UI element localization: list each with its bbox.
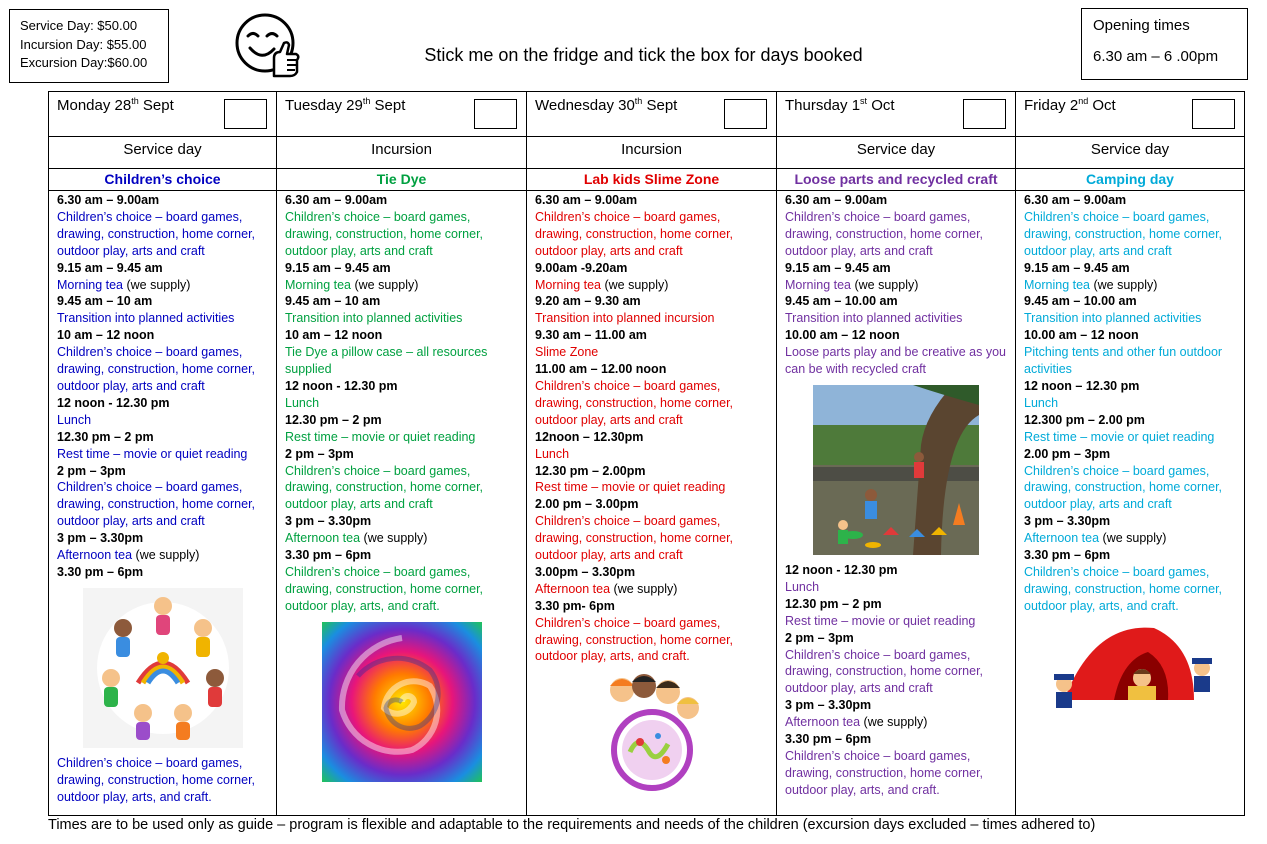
program-wednesday <box>527 191 777 816</box>
activity-text <box>1024 530 1236 547</box>
activity-label: Children’s choice – board games, drawing, construction, home corner, outdoor play, arts and craft <box>285 209 484 258</box>
activity-label: Children’s choice – board games, drawing, construction, home corner, outdoor play, arts and craft <box>535 514 734 563</box>
activity-label: Children’s choice – board games, drawing, construction, home corner, outdoor play, arts and craft <box>1024 463 1223 512</box>
activity-text <box>1024 277 1236 294</box>
time-slot: 9.45 am – 10 am <box>285 294 381 309</box>
activity-text <box>285 429 518 446</box>
activity-label: Transition into planned activities <box>285 311 463 326</box>
activity-text <box>285 344 518 378</box>
smiley-thumbs-up-icon <box>234 12 300 78</box>
activity-note: (we supply) <box>360 531 428 546</box>
day-type-row <box>49 137 1245 169</box>
page-headline: Stick me on the fridge and tick the box for days booked <box>424 45 863 65</box>
day-type-tuesday: Incursion <box>277 137 527 169</box>
activity-label: Children’s choice – board games, drawing, construction, home corner, outdoor play, arts, and craft. <box>285 564 484 613</box>
time-slot: 3.30 pm – 6pm <box>1024 548 1111 563</box>
program-friday <box>1016 191 1245 816</box>
activity-text <box>535 344 768 361</box>
price-list <box>9 9 169 83</box>
time-slot: 9.45 am – 10 am <box>57 294 153 309</box>
day-name: Monday 28 <box>57 97 132 114</box>
day-name: Friday 2 <box>1024 97 1079 114</box>
activity-label: Children’s choice – board games, drawing, construction, home corner, outdoor play, arts and craft <box>785 647 984 696</box>
activity-text <box>285 463 518 514</box>
activity-note: (we supply) <box>123 277 191 292</box>
activity-label: Children’s choice – board games, drawing, construction, home corner, outdoor play, arts and craft <box>57 480 256 529</box>
activity-label: Afternoon tea <box>785 715 861 730</box>
activity-text <box>57 412 268 429</box>
activity-text <box>1024 429 1236 446</box>
day-type-monday: Service day <box>49 137 277 169</box>
activity-text <box>535 581 768 598</box>
time-slot: 12.30 pm – 2 pm <box>57 429 154 444</box>
activity-text <box>1024 310 1236 327</box>
activity-text <box>535 277 768 294</box>
time-slot: 3.30 pm – 6pm <box>785 732 872 747</box>
activity-label: Rest time – movie or quiet reading <box>785 613 976 628</box>
activity-text <box>57 479 268 530</box>
activity-text <box>785 714 1007 731</box>
activity-label: Transition into planned activities <box>57 311 235 326</box>
activity-label: Children’s choice – board games, drawing, construction, home corner, outdoor play, arts and craft <box>785 209 984 258</box>
day-suffix: th <box>131 96 139 106</box>
activity-label: Afternoon tea <box>1024 531 1100 546</box>
price-service-day: Service Day: $50.00 <box>20 18 138 33</box>
time-slot: 6.30 am – 9.00am <box>57 193 160 207</box>
theme-wednesday: Lab kids Slime Zone <box>527 169 777 191</box>
tie-dye-swirl-image <box>285 622 518 782</box>
time-slot: 2 pm – 3pm <box>785 630 854 645</box>
activity-note: (we supply) <box>601 277 669 292</box>
day-header-friday <box>1016 92 1245 137</box>
time-slot: 2 pm – 3pm <box>57 463 126 478</box>
activity-text <box>535 209 768 260</box>
day-header-thursday <box>777 92 1016 137</box>
activity-text <box>535 310 768 327</box>
activity-text <box>285 310 518 327</box>
activity-label: Children’s choice – board games, drawing, construction, home corner, outdoor play, arts and craft <box>57 209 256 258</box>
time-slot: 12.30 pm – 2 pm <box>285 412 382 427</box>
activity-text <box>535 378 768 429</box>
activity-text <box>1024 463 1236 514</box>
activity-text <box>285 530 518 547</box>
day-suffix: nd <box>1078 96 1089 106</box>
activity-text <box>57 446 268 463</box>
activity-text <box>785 748 1007 799</box>
activity-text <box>285 277 518 294</box>
activity-text <box>1024 209 1236 260</box>
activity-label: Morning tea <box>785 277 852 292</box>
activity-label: Rest time – movie or quiet reading <box>535 480 726 495</box>
time-slot: 9.20 am – 9.30 am <box>535 294 641 309</box>
activity-label: Morning tea <box>285 277 352 292</box>
day-type-thursday: Service day <box>777 137 1016 169</box>
tick-box-icon[interactable] <box>1192 99 1235 129</box>
day-month: Sept <box>642 97 678 114</box>
day-name: Tuesday 29 <box>285 97 363 114</box>
activity-text <box>57 277 268 294</box>
time-slot: 3.30 pm – 6pm <box>285 548 372 563</box>
footer-note: Times are to be used only as guide – program is flexible and adaptable to the requirements and needs of the children (excursion days excluded – times adhered to) <box>48 817 1096 833</box>
activity-label: Slime Zone <box>535 345 599 360</box>
theme-row <box>49 169 1245 191</box>
tick-box-icon[interactable] <box>474 99 517 129</box>
tick-box-icon[interactable] <box>963 99 1006 129</box>
price-excursion-day: Excursion Day:$60.00 <box>20 55 148 70</box>
activity-label: Children’s choice – board games, drawing, construction, home corner, outdoor play, arts and craft <box>535 378 734 427</box>
time-slot: 10 am – 12 noon <box>57 328 155 343</box>
activity-label: Rest time – movie or quiet reading <box>285 429 476 444</box>
activity-note: (we supply) <box>610 581 678 596</box>
opening-times-box <box>1081 8 1248 80</box>
day-type-friday: Service day <box>1016 137 1245 169</box>
lab-kids-logo <box>535 672 768 794</box>
program-monday <box>49 191 277 816</box>
activity-label: Children’s choice – board games, drawing, construction, home corner, outdoor play, arts and craft <box>285 463 484 512</box>
day-name: Wednesday 30 <box>535 97 635 114</box>
time-slot: 3.30 pm – 6pm <box>57 564 144 579</box>
activity-label: Lunch <box>285 395 320 410</box>
children-art-illustration <box>57 588 268 748</box>
activity-label: Children’s choice – board games, drawing, construction, home corner, outdoor play, arts and craft <box>57 345 256 393</box>
activity-text <box>535 615 768 666</box>
activity-label: Transition into planned incursion <box>535 311 715 326</box>
time-slot: 2 pm – 3pm <box>285 446 354 461</box>
activity-label: Lunch <box>1024 395 1059 410</box>
time-slot: 9.30 am – 11.00 am <box>535 328 647 343</box>
activity-text <box>57 547 268 564</box>
activity-label: Afternoon tea <box>285 531 361 546</box>
activity-text <box>1024 344 1236 378</box>
activity-label: Morning tea <box>535 277 602 292</box>
day-header-row <box>49 92 1245 137</box>
activity-note: (we supply) <box>1090 277 1158 292</box>
activity-note: (we supply) <box>860 715 928 730</box>
time-slot: 12noon – 12.30pm <box>535 429 644 444</box>
time-slot: 9.00am -9.20am <box>535 260 628 275</box>
time-slot: 3 pm – 3.30pm <box>785 698 872 713</box>
time-slot: 12 noon - 12.30 pm <box>57 395 170 410</box>
activity-label: Children’s choice – board games, drawing, construction, home corner, outdoor play, arts and craft <box>535 209 734 258</box>
activity-label: Transition into planned activities <box>1024 311 1202 326</box>
activity-label: Loose parts play and be creative as you can be with recycled craft <box>785 345 1006 377</box>
activity-label: Children’s choice – board games, drawing, construction, home corner, outdoor play, arts, and craft. <box>1024 564 1223 613</box>
day-header-monday <box>49 92 277 137</box>
day-suffix: st <box>860 96 868 106</box>
day-type-wednesday: Incursion <box>527 137 777 169</box>
opening-times-hours: 6.30 am – 6 .00pm <box>1093 48 1219 65</box>
activity-label: Rest time – movie or quiet reading <box>57 446 248 461</box>
activity-text <box>57 310 268 327</box>
theme-monday: Children’s choice <box>49 169 277 191</box>
time-slot: 6.30 am – 9.00am <box>1024 193 1127 207</box>
time-slot: 10.00 am – 12 noon <box>1024 328 1139 343</box>
time-slot: 3 pm – 3.30pm <box>57 531 144 546</box>
day-header-wednesday <box>527 92 777 137</box>
activity-label: Children’s choice – board games, drawing, construction, home corner, outdoor play, arts and craft <box>1024 209 1223 258</box>
theme-thursday: Loose parts and recycled craft <box>777 169 1016 191</box>
outdoor-play-photo <box>785 385 1007 555</box>
activity-label: Children’s choice – board games, drawing, construction, home corner, outdoor play, arts, and craft. <box>57 755 256 804</box>
activity-text <box>785 344 1007 378</box>
activity-label: Lunch <box>535 446 570 461</box>
program-tuesday <box>277 191 527 816</box>
day-name: Thursday 1 <box>785 97 861 114</box>
time-slot: 3.00pm – 3.30pm <box>535 564 636 579</box>
time-slot: 10 am – 12 noon <box>285 328 383 343</box>
activity-label: Morning tea <box>1024 277 1091 292</box>
activity-note: (we supply) <box>1099 531 1167 546</box>
day-month: Oct <box>867 97 895 114</box>
activity-text <box>535 446 768 463</box>
tick-box-icon[interactable] <box>724 99 767 129</box>
theme-tuesday: Tie Dye <box>277 169 527 191</box>
time-slot: 9.15 am – 9.45 am <box>1024 260 1130 275</box>
activity-text <box>1024 564 1236 615</box>
activity-label: Morning tea <box>57 277 124 292</box>
activity-text <box>785 277 1007 294</box>
time-slot: 6.30 am – 9.00am <box>285 193 388 207</box>
activity-label: Tie Dye a pillow case – all resources supplied <box>285 345 488 377</box>
activity-text <box>785 310 1007 327</box>
time-slot: 9.15 am – 9.45 am <box>285 260 391 275</box>
time-slot: 12.300 pm – 2.00 pm <box>1024 412 1145 427</box>
activity-text <box>57 755 268 806</box>
time-slot: 6.30 am – 9.00am <box>535 193 638 207</box>
time-slot: 10.00 am – 12 noon <box>785 328 900 343</box>
day-suffix: th <box>362 96 371 106</box>
time-slot: 12 noon - 12.30 pm <box>285 378 398 393</box>
time-slot: 9.15 am – 9.45 am <box>785 260 891 275</box>
activity-label: Rest time – movie or quiet reading <box>1024 429 1215 444</box>
activity-text <box>785 579 1007 596</box>
opening-times-title: Opening times <box>1093 17 1190 34</box>
time-slot: 12.30 pm – 2.00pm <box>535 463 646 478</box>
activity-label: Transition into planned activities <box>785 311 963 326</box>
weekly-timetable <box>48 91 1245 816</box>
activity-note: (we supply) <box>132 548 200 563</box>
time-slot: 9.15 am – 9.45 am <box>57 260 163 275</box>
activity-text <box>285 209 518 260</box>
time-slot: 3.30 pm- 6pm <box>535 598 615 613</box>
activity-label: Afternoon tea <box>57 548 133 563</box>
activity-label: Children’s choice – board games, drawing, construction, home corner, outdoor play, arts, and craft. <box>785 748 984 797</box>
day-month: Sept <box>370 97 406 114</box>
time-slot: 2.00 pm – 3.00pm <box>535 497 639 512</box>
activity-text <box>535 513 768 564</box>
program-row <box>49 191 1245 816</box>
day-month: Sept <box>138 97 174 114</box>
activity-text <box>785 613 1007 630</box>
time-slot: 6.30 am – 9.00am <box>785 193 888 207</box>
time-slot: 12 noon - 12.30 pm <box>785 562 898 577</box>
camping-tent-cartoon <box>1024 622 1236 712</box>
activity-note: (we supply) <box>351 277 419 292</box>
time-slot: 9.45 am – 10.00 am <box>1024 294 1137 309</box>
time-slot: 2.00 pm – 3pm <box>1024 446 1111 461</box>
activity-label: Lunch <box>785 579 820 594</box>
price-incursion-day: Incursion Day: $55.00 <box>20 36 147 52</box>
time-slot: 11.00 am – 12.00 noon <box>535 362 667 377</box>
activity-text <box>1024 395 1236 412</box>
tick-box-icon[interactable] <box>224 99 267 129</box>
activity-note: (we supply) <box>851 277 919 292</box>
activity-label: Lunch <box>57 412 92 427</box>
time-slot: 12 noon – 12.30 pm <box>1024 378 1140 393</box>
time-slot: 12.30 pm – 2 pm <box>785 596 882 611</box>
activity-text <box>785 647 1007 698</box>
activity-text <box>285 564 518 615</box>
activity-label: Children’s choice – board games, drawing, construction, home corner, outdoor play, arts, and craft. <box>535 615 734 664</box>
day-month: Oct <box>1088 97 1116 114</box>
time-slot: 3 pm – 3.30pm <box>1024 514 1111 529</box>
activity-text <box>785 209 1007 260</box>
time-slot: 9.45 am – 10.00 am <box>785 294 898 309</box>
activity-text <box>285 395 518 412</box>
activity-label: Pitching tents and other fun outdoor activities <box>1024 345 1223 377</box>
activity-label: Afternoon tea <box>535 581 611 596</box>
activity-text <box>57 344 268 395</box>
day-header-tuesday <box>277 92 527 137</box>
program-thursday <box>777 191 1016 816</box>
time-slot: 3 pm – 3.30pm <box>285 514 372 529</box>
activity-text <box>57 209 268 260</box>
activity-text <box>535 479 768 496</box>
theme-friday: Camping day <box>1016 169 1245 191</box>
day-suffix: th <box>634 96 643 106</box>
